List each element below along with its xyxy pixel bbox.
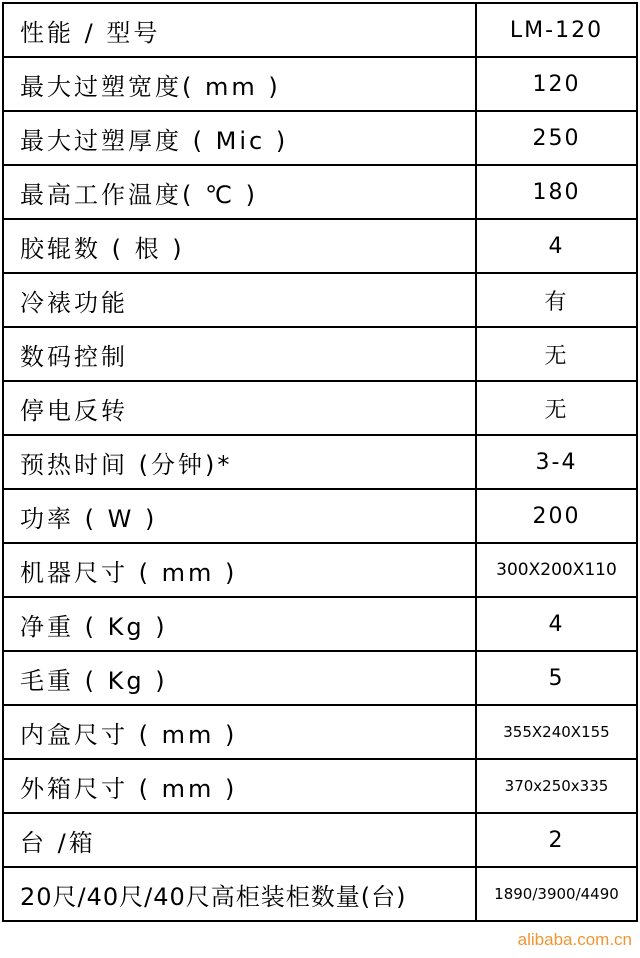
table-row — [3, 759, 637, 813]
row-label: 外箱尺寸 ( mm ) — [3, 759, 476, 813]
row-value: 370x250x335 — [476, 759, 637, 813]
table-row — [3, 219, 637, 273]
row-value: 5 — [476, 651, 637, 705]
row-label: 最高工作温度( ℃ ) — [3, 165, 476, 219]
row-label: 预热时间 (分钟)* — [3, 435, 476, 489]
row-label: 性能 / 型号 — [3, 3, 476, 57]
row-label: 胶辊数 ( 根 ) — [3, 219, 476, 273]
table-row — [3, 651, 637, 705]
row-label: 20尺/40尺/40尺高柜装柜数量(台) — [3, 867, 476, 921]
row-value: 无 — [476, 327, 637, 381]
row-label: 功率 ( W ) — [3, 489, 476, 543]
table-row — [3, 381, 637, 435]
row-value: 120 — [476, 57, 637, 111]
row-value: 3-4 — [476, 435, 637, 489]
row-value: 4 — [476, 597, 637, 651]
table-row — [3, 111, 637, 165]
table-row — [3, 813, 637, 867]
row-value: 300X200X110 — [476, 543, 637, 597]
row-value: 2 — [476, 813, 637, 867]
row-label: 最大过塑宽度( mm ) — [3, 57, 476, 111]
table-row — [3, 165, 637, 219]
row-value: 200 — [476, 489, 637, 543]
row-label: 内盒尺寸 ( mm ) — [3, 705, 476, 759]
row-value: LM-120 — [476, 3, 637, 57]
row-value: 355X240X155 — [476, 705, 637, 759]
spec-table — [2, 2, 638, 922]
row-label: 冷裱功能 — [3, 273, 476, 327]
row-label: 机器尺寸 ( mm ) — [3, 543, 476, 597]
row-value: 4 — [476, 219, 637, 273]
row-label: 最大过塑厚度 ( Mic ) — [3, 111, 476, 165]
row-value: 250 — [476, 111, 637, 165]
table-row — [3, 327, 637, 381]
table-row — [3, 489, 637, 543]
row-label: 停电反转 — [3, 381, 476, 435]
table-row — [3, 705, 637, 759]
row-value: 有 — [476, 273, 637, 327]
table-row — [3, 597, 637, 651]
row-label: 数码控制 — [3, 327, 476, 381]
table-row — [3, 3, 637, 57]
table-row — [3, 543, 637, 597]
table-row — [3, 867, 637, 921]
row-value: 180 — [476, 165, 637, 219]
row-label: 净重 ( Kg ) — [3, 597, 476, 651]
table-row — [3, 57, 637, 111]
table-row — [3, 435, 637, 489]
table-row — [3, 273, 637, 327]
row-value: 无 — [476, 381, 637, 435]
watermark: alibaba.com.cn — [517, 930, 632, 949]
row-value: 1890/3900/4490 — [476, 867, 637, 921]
row-label: 毛重 ( Kg ) — [3, 651, 476, 705]
row-label: 台 /箱 — [3, 813, 476, 867]
